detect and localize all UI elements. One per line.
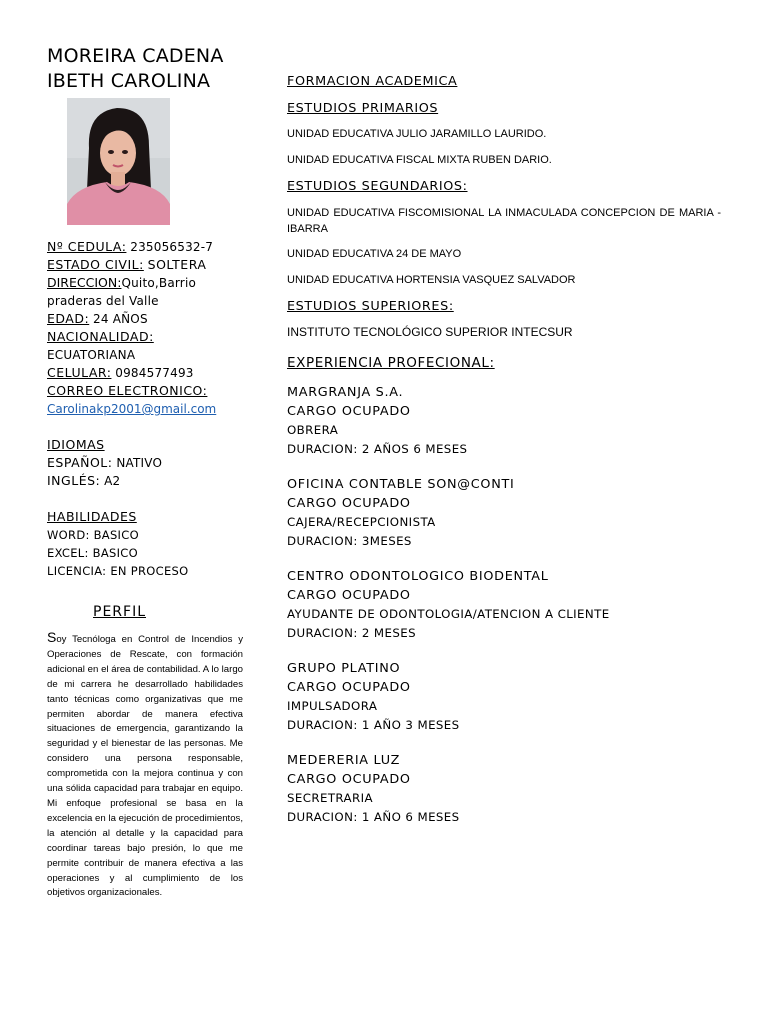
secundaria-item: UNIDAD EDUCATIVA HORTENSIA VASQUEZ SALVADOR xyxy=(287,274,576,286)
job-company: MARGRANJA S.A. xyxy=(287,385,404,400)
nacionalidad-label: NACIONALIDAD: xyxy=(47,329,154,344)
job-company: OFICINA CONTABLE SON@CONTI xyxy=(287,477,515,492)
job-role: IMPULSADORA xyxy=(287,699,378,713)
secundarios-title: ESTUDIOS SEGUNDARIOS: xyxy=(287,179,468,194)
secundaria-item: UNIDAD EDUCATIVA 24 DE MAYO xyxy=(287,248,462,260)
job-role: AYUDANTE DE ODONTOLOGIA/ATENCION A CLIENTE xyxy=(287,607,610,621)
job-role: SECRETRARIA xyxy=(287,791,373,805)
job-company: GRUPO PLATINO xyxy=(287,661,401,676)
right-column xyxy=(287,72,721,827)
job-cargo-label: CARGO OCUPADO xyxy=(287,772,411,787)
job-entry xyxy=(287,383,721,459)
formacion-title: FORMACION ACADEMICA xyxy=(287,74,458,89)
habilidad-item: LICENCIA: EN PROCESO xyxy=(47,564,189,578)
superior-item: INSTITUTO TECNOLÓGICO SUPERIOR INTECSUR xyxy=(287,325,573,339)
job-role: CAJERA/RECEPCIONISTA xyxy=(287,515,436,529)
job-company: MEDERERIA LUZ xyxy=(287,753,401,768)
direccion-row: DIRECCION:Quito,Barrio xyxy=(47,275,197,290)
full-name: MOREIRA CADENA IBETH CAROLINA xyxy=(47,45,224,92)
espanol-row: ESPAÑOL: NATIVO xyxy=(47,455,163,470)
primaria-item: UNIDAD EDUCATIVA FISCAL MIXTA RUBEN DARIO. xyxy=(287,154,552,166)
primarios-title: ESTUDIOS PRIMARIOS xyxy=(287,101,439,116)
job-cargo-label: CARGO OCUPADO xyxy=(287,496,411,511)
celular-row: CELULAR: 0984577493 xyxy=(47,365,194,380)
job-company: CENTRO ODONTOLOGICO BIODENTAL xyxy=(287,569,549,584)
idiomas-section xyxy=(47,436,243,490)
habilidad-item: WORD: BASICO xyxy=(47,528,139,542)
job-role: OBRERA xyxy=(287,423,339,437)
job-cargo-label: CARGO OCUPADO xyxy=(287,680,411,695)
ingles-row: INGLÉS: A2 xyxy=(47,473,121,488)
job-duration: DURACION: 1 AÑO 3 MESES xyxy=(287,718,460,732)
idiomas-title: IDIOMAS xyxy=(47,437,105,452)
habilidades-section xyxy=(47,508,243,580)
cedula-row: Nº CEDULA: 235056532-7 xyxy=(47,239,214,254)
correo-label: CORREO ELECTRONICO: xyxy=(47,383,208,398)
perfil-title: PERFIL xyxy=(93,604,146,620)
experiencia-title: EXPERIENCIA PROFECIONAL: xyxy=(287,355,495,371)
edad-row: EDAD: 24 AÑOS xyxy=(47,311,148,326)
primaria-item: UNIDAD EDUCATIVA JULIO JARAMILLO LAURIDO. xyxy=(287,128,547,140)
job-duration: DURACION: 2 MESES xyxy=(287,626,416,640)
job-entry xyxy=(287,659,721,735)
direccion-line2: praderas del Valle xyxy=(47,294,159,308)
estado-civil-row: ESTADO CIVIL: SOLTERA xyxy=(47,257,207,272)
habilidades-title: HABILIDADES xyxy=(47,509,137,524)
job-cargo-label: CARGO OCUPADO xyxy=(287,404,411,419)
job-entry xyxy=(287,567,721,643)
job-cargo-label: CARGO OCUPADO xyxy=(287,588,411,603)
job-duration: DURACION: 2 AÑOS 6 MESES xyxy=(287,442,468,456)
personal-info xyxy=(47,238,243,580)
perfil-text: Soy Tecnóloga en Control de Incendios y Operaciones de Rescate, con formación adicional en el área de contabilidad. A lo largo de mi carrera he desarrollado habilidades tanto técnicas como organizativas que me permiten abordar de manera efectiva situaciones de emergencia, garantizando la seguridad y el bienestar de las personas. Me considero una persona responsable, comprometida con la mejora continua y con una sólida capacidad para trabajar en equipo. Mi enfoque profesional se basa en la excelencia en la ejecución de procedimientos, la atención al detalle y la capacidad para coordinar tareas bajo presión, lo que me permite contribuir de manera efectiva a las operaciones y al cumplimiento de los objetivos organizacionales. xyxy=(47,629,243,899)
secundaria-item: UNIDAD EDUCATIVA FISCOMISIONAL LA INMACULADA CONCEPCION DE MARIA - IBARRA xyxy=(287,207,721,235)
job-entry xyxy=(287,475,721,551)
job-entry xyxy=(287,751,721,827)
nacionalidad-value: ECUATORIANA xyxy=(47,348,136,362)
job-duration: DURACION: 3MESES xyxy=(287,534,412,548)
habilidad-item: EXCEL: BASICO xyxy=(47,546,138,560)
left-column xyxy=(47,44,243,901)
superiores-title: ESTUDIOS SUPERIORES: xyxy=(287,299,454,314)
email-link[interactable]: Carolinakp2001@gmail.com xyxy=(47,402,217,416)
portrait-photo xyxy=(67,98,170,225)
job-duration: DURACION: 1 AÑO 6 MESES xyxy=(287,810,460,824)
